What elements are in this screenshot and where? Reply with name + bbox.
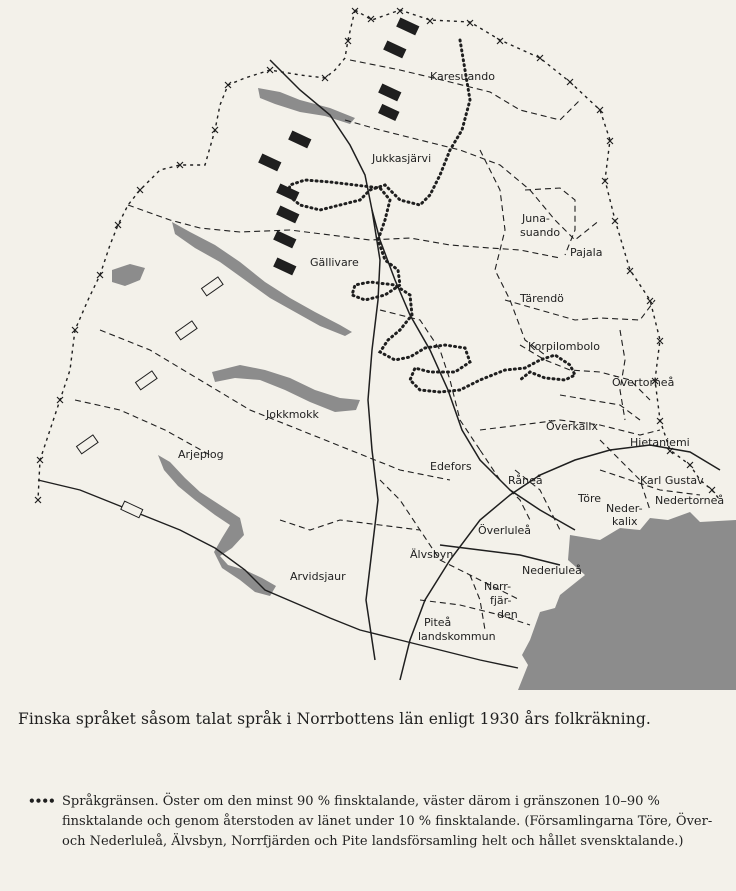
label-junasuando-line2: suando xyxy=(520,226,561,239)
label-karl-gustav: Karl Gustav xyxy=(640,474,704,487)
label-karesuando: Karesuando xyxy=(430,70,495,83)
label-overtornea: Övertorneå xyxy=(612,376,675,389)
label-arvidsjaur: Arvidsjaur xyxy=(290,570,346,583)
legend xyxy=(28,792,718,852)
label-norrfjarden-line1: Norr- xyxy=(484,580,512,593)
label-tarendo: Tärendö xyxy=(520,292,564,305)
label-nederlulea: Nederluleå xyxy=(522,564,582,577)
label-hietaniemi: Hietaniemi xyxy=(630,436,690,449)
language-border-legend-icon: •••• xyxy=(28,794,55,808)
label-gallivare: Gällivare xyxy=(310,256,359,269)
label-nederkalix-line1: Neder- xyxy=(606,502,643,515)
legend-text: Språkgränsen. Öster om den minst 90 % finsktalande, väster därom i gränszonen 10–90 % finsktalande och genom återstoden av länet under 10 % finsktalande. (Församlingarna Töre, Över- och Nederluleå, Älvsbyn, Norrfjärden och Pite landsförsamling helt och hållet svensktalande.) xyxy=(62,794,713,849)
sea-area xyxy=(518,512,736,690)
label-norrfjarden-line2: fjär- xyxy=(490,594,512,607)
label-edefors: Edefors xyxy=(430,460,472,473)
label-overlulea: Överluleå xyxy=(478,524,532,537)
label-pitea-line1: Piteå xyxy=(424,616,452,629)
label-junasuando-line1: Juna- xyxy=(522,212,550,225)
label-nedertornea: Nedertorneå xyxy=(655,494,725,507)
label-tore: Töre xyxy=(578,492,602,505)
label-alvsbyn: Älvsbyn xyxy=(410,548,454,561)
map-caption: Finska språket såsom talat språk i Norrbottens län enligt 1930 års folkräkning. xyxy=(18,710,651,728)
label-norrfjarden-line3: den xyxy=(497,608,518,621)
label-ranea: Råneå xyxy=(508,474,543,487)
label-pitea-line2: landskommun xyxy=(418,630,496,643)
lakes xyxy=(112,88,360,596)
label-pajala: Pajala xyxy=(570,246,603,259)
label-overkalix: Överkalix xyxy=(546,420,598,433)
label-jokkmokk: Jokkmokk xyxy=(266,408,319,421)
label-korpilombolo: Korpilombolo xyxy=(528,340,600,353)
label-nederkalix-line2: kalix xyxy=(612,515,638,528)
label-arjeplog: Arjeplog xyxy=(178,448,224,461)
label-jukkasjarvi: Jukkasjärvi xyxy=(372,152,432,165)
